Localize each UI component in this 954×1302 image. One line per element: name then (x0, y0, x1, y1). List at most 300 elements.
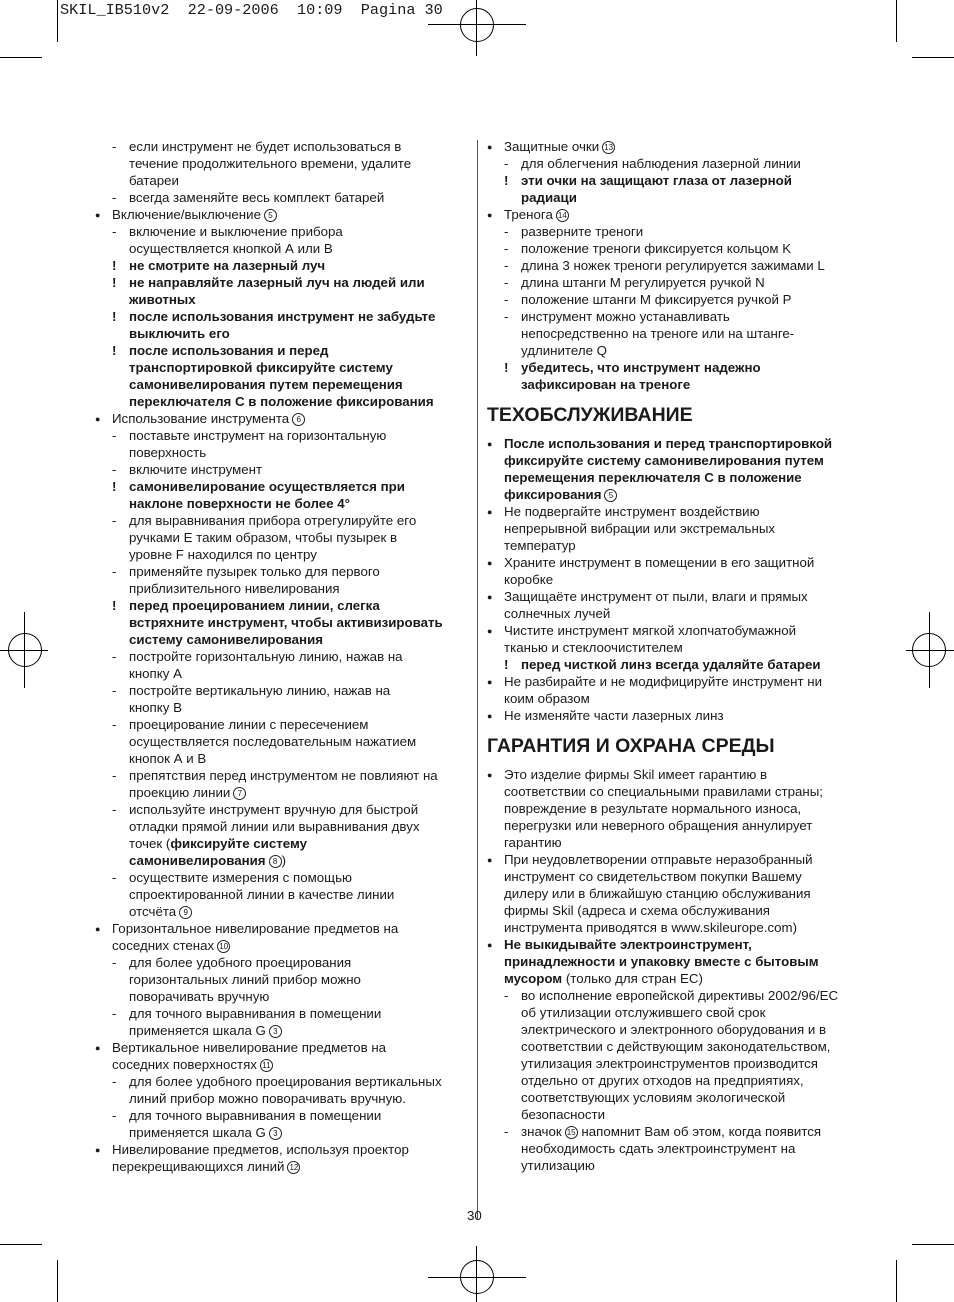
text: постройте горизонтальную линию, нажав на (129, 649, 403, 664)
line-text (129, 1022, 282, 1039)
dash-marker: - (504, 258, 509, 273)
line-text (129, 308, 435, 325)
dash-marker: - (504, 988, 509, 1003)
line-text (129, 495, 350, 512)
dash-marker: - (504, 224, 509, 239)
figure-ref-circle: 13 (602, 141, 615, 154)
line-text (129, 971, 361, 988)
text: Горизонтальное нивелирование предметов на (112, 921, 399, 936)
line-text (129, 257, 325, 274)
text: после использования и перед (129, 343, 329, 358)
figure-ref-circle: 6 (292, 413, 305, 426)
bullet-icon: ● (487, 592, 493, 602)
line-text (129, 580, 340, 597)
text: ТЕХОБСЛУЖИВАНИЕ (487, 404, 693, 426)
line-text (521, 359, 761, 376)
bullet-icon: ● (487, 439, 493, 449)
line-text (129, 172, 179, 189)
bullet-icon: ● (487, 677, 493, 687)
bullet-icon: ● (95, 924, 101, 934)
line-text (504, 469, 802, 486)
text: отдельно от других отходов на предприятиях, (521, 1073, 804, 1088)
text: наклоне поверхности не более 4° (129, 496, 350, 511)
line-text (129, 461, 262, 478)
text: поворачивать вручную (129, 989, 270, 1004)
line-text (521, 1021, 826, 1038)
warning-mark: ! (112, 258, 117, 273)
line-text (521, 342, 607, 359)
crop-mark (57, 0, 58, 42)
page-number: 30 (467, 1208, 482, 1223)
text: выключить его (129, 326, 230, 341)
line-text (112, 1056, 273, 1073)
line-text (129, 835, 307, 852)
registration-mark (906, 650, 954, 651)
line-text (504, 622, 796, 639)
text: соответствующих условиям экологической (521, 1090, 786, 1105)
registration-mark (0, 650, 48, 651)
crop-mark (0, 1244, 42, 1245)
text: батареи (129, 173, 179, 188)
text: препятствия перед инструментом не повлияют на (129, 768, 438, 783)
line-text (112, 410, 305, 427)
text: уровне F находился по центру (129, 547, 317, 562)
line-text (521, 308, 730, 325)
crop-mark (0, 57, 42, 58)
text-tail: (только для стран ЕС) (562, 971, 703, 986)
warning-mark: ! (112, 479, 117, 494)
line-text (129, 716, 368, 733)
line-text (521, 987, 838, 1004)
text: линий прибор можно поворачивать вручную. (129, 1091, 406, 1106)
figure-ref-circle: 15 (565, 1126, 578, 1139)
line-text (129, 988, 269, 1005)
text: отладки прямой линии или выравнивания двух (129, 819, 420, 834)
line-text (521, 1038, 830, 1055)
crop-mark (896, 0, 897, 42)
line-text (521, 291, 791, 308)
text: переключателя С в положение фиксирования (129, 394, 434, 409)
text-tail: напомнит Вам об этом, когда появится (577, 1124, 822, 1139)
line-text (521, 189, 577, 206)
bullet-icon: ● (487, 142, 493, 152)
line-text (504, 435, 832, 452)
text: положение треноги фиксируется кольцом K (521, 241, 792, 256)
text: Тренога (504, 207, 553, 222)
dash-marker: - (112, 1074, 117, 1089)
line-text (504, 520, 775, 537)
line-text (521, 1055, 818, 1072)
line-text (521, 155, 801, 172)
text: Защитные очки (504, 139, 600, 154)
text: гарантию (504, 835, 562, 850)
line-text (129, 818, 420, 835)
text: длина 3 ножек треноги регулируется зажимами L (521, 258, 825, 273)
text: убедитесь, что инструмент надежно (521, 360, 761, 375)
text: встряхните инструмент, чтобы активизировать (129, 615, 443, 630)
text: температур (504, 538, 576, 553)
text: спроектированной линии в качестве линии (129, 887, 395, 902)
text: непрерывной вибрации или экстремальных (504, 521, 776, 536)
text: кнопку В (129, 700, 182, 715)
line-text (504, 766, 767, 783)
text: Включение/выключение (112, 207, 261, 222)
line-text (504, 800, 801, 817)
line-text (129, 1107, 381, 1124)
text: Не выкидывайте электроинструмент, (504, 937, 752, 952)
dash-marker: - (112, 649, 117, 664)
line-text (504, 673, 822, 690)
line-text (129, 529, 397, 546)
text: фиксируйте систему самонивелирования путем (504, 453, 824, 468)
registration-mark (428, 1277, 526, 1278)
line-text (521, 325, 794, 342)
line-text (504, 537, 576, 554)
line-text (521, 223, 643, 240)
line-text (504, 206, 569, 223)
line-text (129, 138, 401, 155)
line-text (129, 1005, 381, 1022)
text: зафиксирован на треноге (521, 377, 691, 392)
text: мусором (504, 971, 563, 986)
text: для более удобного проецирования (129, 955, 352, 970)
warning-mark: ! (504, 657, 509, 672)
line-text (129, 699, 182, 716)
line-text (129, 189, 384, 206)
line-text (112, 206, 277, 223)
bullet-icon: ● (487, 507, 493, 517)
figure-ref-circle: 10 (217, 940, 230, 953)
text: Это изделие фирмы Skil имеет гарантию в (504, 767, 768, 782)
text: соседних поверхностях (112, 1057, 257, 1072)
line-text (112, 1141, 409, 1158)
line-text (521, 1157, 595, 1174)
registration-mark (476, 0, 477, 56)
text: фиксирования (504, 487, 602, 502)
text: принадлежности и упаковку вместе с бытовым (504, 954, 819, 969)
dash-marker: - (112, 768, 117, 783)
text: поверхность (129, 445, 207, 460)
crop-mark (912, 1244, 954, 1245)
dash-marker: - (112, 139, 117, 154)
text: радиаци (521, 190, 577, 205)
line-text (129, 852, 286, 869)
text: для выравнивания прибора отрегулируйте его (129, 513, 417, 528)
warning-mark: ! (504, 360, 509, 375)
line-text (504, 919, 797, 936)
text: длина штанги M регулируется ручкой N (521, 275, 765, 290)
line-text (129, 903, 192, 920)
text: Не разбирайте и не модифицируйте инструмент ни (504, 674, 823, 689)
line-text (129, 359, 393, 376)
line-text (129, 274, 425, 291)
text: транспортировкой фиксируйте систему (129, 360, 393, 375)
dash-marker: - (112, 1006, 117, 1021)
line-text (521, 1072, 804, 1089)
line-text (129, 427, 386, 444)
text: точек ( (129, 836, 171, 851)
line-text (129, 869, 352, 886)
line-text (129, 155, 411, 172)
line-text (129, 240, 333, 257)
bullet-icon: ● (95, 1043, 101, 1053)
line-text (129, 1073, 442, 1090)
text: эти очки на защищают глаза от лазерной (521, 173, 792, 188)
figure-ref-circle: 3 (269, 1025, 282, 1038)
line-text (521, 656, 821, 673)
line-text (129, 563, 380, 580)
line-text (112, 1039, 386, 1056)
bullet-icon: ● (487, 770, 493, 780)
line-text (521, 240, 791, 257)
line-text (521, 274, 765, 291)
line-text (129, 665, 182, 682)
figure-ref-circle: 5 (264, 209, 277, 222)
bullet-icon: ● (95, 210, 101, 220)
registration-mark (476, 1246, 477, 1302)
text: После использования и перед транспортировкой (504, 436, 833, 451)
text: ручками Е таким образом, чтобы пузырек в (129, 530, 398, 545)
text: если инструмент не будет использоваться в (129, 139, 402, 154)
text: дилеру или в ближайшую станцию обслуживания (504, 886, 811, 901)
text: тканью и стеклоочистителем (504, 640, 683, 655)
warning-mark: ! (504, 173, 509, 188)
line-text (521, 1123, 821, 1140)
text: не направляйте лазерный луч на людей или (129, 275, 425, 290)
bullet-icon: ● (487, 558, 493, 568)
dash-marker: - (504, 1124, 509, 1139)
text: отсчёта (129, 904, 177, 919)
text: для облегчения наблюдения лазерной линии (521, 156, 801, 171)
text: животных (129, 292, 196, 307)
text: горизонтальных линий прибор можно (129, 972, 361, 987)
text: соседних стенах (112, 938, 215, 953)
text: применяется шкала G (129, 1125, 266, 1140)
text: осуществляется последовательным нажатием (129, 734, 417, 749)
text: повреждение в результате нормального износа, (504, 801, 802, 816)
text: перед чисткой линз всегда удаляйте батареи (521, 657, 821, 672)
line-text (504, 902, 770, 919)
text: инструмента приводятся в www.skileurope.com) (504, 920, 798, 935)
line-text (504, 605, 610, 622)
crop-mark (57, 1260, 58, 1302)
line-text (129, 376, 403, 393)
dash-marker: - (504, 275, 509, 290)
print-header: SKIL_IB510v2 22-09-2006 10:09 Pagina 30 (60, 1, 443, 19)
text: Не подвергайте инструмент воздействию (504, 504, 760, 519)
bullet-icon: ● (487, 626, 493, 636)
text: инструмент со свидетельством покупки Вашему (504, 869, 802, 884)
dash-marker: - (112, 717, 117, 732)
text: коим образом (504, 691, 590, 706)
text: утилизация электроинструментов производится (521, 1056, 819, 1071)
text: систему самонивелирования (129, 632, 324, 647)
dash-marker: - (504, 156, 509, 171)
dash-marker: - (112, 683, 117, 698)
bullet-icon: ● (487, 210, 493, 220)
line-text (504, 936, 752, 953)
dash-marker: - (112, 513, 117, 528)
text: применяйте пузырек только для первого (129, 564, 380, 579)
text: осуществляется кнопкой А или В (129, 241, 333, 256)
text: перекрещивающихся линий (112, 1159, 285, 1174)
line-text (129, 597, 380, 614)
text: самонивелирования путем перемещения (129, 377, 403, 392)
text: Использование инструмента (112, 411, 290, 426)
text: инструмент можно устанавливать (521, 309, 730, 324)
line-text (129, 444, 206, 461)
text: соответствии со специальными правилами страны; (504, 784, 823, 799)
figure-ref-circle: 3 (269, 1127, 282, 1140)
line-text (504, 690, 590, 707)
line-text (504, 817, 812, 834)
figure-ref-circle: 7 (233, 787, 246, 800)
line-text (504, 707, 724, 724)
text: осуществите измерения с помощью (129, 870, 352, 885)
text: Вертикальное нивелирование предметов на (112, 1040, 387, 1055)
figure-ref-circle: 14 (556, 209, 569, 222)
dash-marker: - (112, 870, 117, 885)
bullet-icon: ● (95, 1145, 101, 1155)
text: применяется шкала G (129, 1023, 266, 1038)
line-text (129, 512, 416, 529)
line-text (504, 486, 617, 503)
line-text (129, 631, 323, 648)
text: об утилизации отслужившего свой срок (521, 1005, 766, 1020)
text: всегда заменяйте весь комплект батарей (129, 190, 385, 205)
line-text (129, 546, 317, 563)
line-text (129, 393, 434, 410)
line-text (504, 588, 808, 605)
text: Нивелирование предметов, используя проектор (112, 1142, 409, 1157)
figure-ref-circle: 12 (287, 1161, 300, 1174)
line-text (129, 886, 394, 903)
line-text (521, 172, 792, 189)
line-text (129, 750, 206, 767)
dash-marker: - (112, 564, 117, 579)
column-divider (477, 140, 478, 1220)
bullet-icon: ● (487, 855, 493, 865)
line-text (129, 614, 443, 631)
bold-text: фиксируйте систему (170, 836, 308, 851)
text: поставьте инструмент на горизонтальную (129, 428, 387, 443)
line-text (129, 767, 438, 784)
text: не смотрите на лазерный луч (129, 258, 326, 273)
crop-mark (896, 1260, 897, 1302)
text: непосредственно на треноге или на штанге- (521, 326, 795, 341)
line-text (521, 1106, 605, 1123)
dash-marker: - (112, 955, 117, 970)
text: перегрузки или неверного обращения аннулирует (504, 818, 813, 833)
dash-marker: - (112, 462, 117, 477)
line-text (112, 937, 230, 954)
figure-ref-circle: 9 (179, 906, 192, 919)
bullet-icon: ● (487, 940, 493, 950)
line-text (504, 503, 760, 520)
line-text (129, 954, 351, 971)
text: соответствии с действующим законодательством, (521, 1039, 831, 1054)
line-text (129, 342, 328, 359)
line-text (129, 648, 403, 665)
text: утилизацию (521, 1158, 595, 1173)
line-text (129, 1090, 406, 1107)
text: положение штанги M фиксируется ручкой P (521, 292, 792, 307)
text: включение и выключение прибора (129, 224, 343, 239)
text: используйте инструмент вручную для быстрой (129, 802, 419, 817)
warning-mark: ! (112, 343, 117, 358)
text: безопасности (521, 1107, 606, 1122)
line-text (487, 734, 775, 758)
line-text (487, 403, 693, 427)
line-text (129, 733, 416, 750)
line-text (504, 571, 553, 588)
line-text (521, 1140, 795, 1157)
line-text (521, 376, 690, 393)
line-text (112, 920, 398, 937)
text: значок (521, 1124, 562, 1139)
warning-mark: ! (112, 598, 117, 613)
dash-marker: - (504, 309, 509, 324)
text: перед проецированием линии, слегка (129, 598, 380, 613)
text: Чистите инструмент мягкой хлопчатобумажной (504, 623, 797, 638)
dash-marker: - (112, 224, 117, 239)
line-text (521, 1004, 765, 1021)
figure-ref-circle: 8 (269, 855, 282, 868)
text: перемещения переключателя С в положение (504, 470, 802, 485)
text: Храните инструмент в помещении в его защитной (504, 555, 815, 570)
text: приблизительного нивелирования (129, 581, 340, 596)
text: проекцию линии (129, 785, 231, 800)
text-tail: ) (281, 853, 286, 868)
text: постройте вертикальную линию, нажав на (129, 683, 391, 698)
line-text (504, 834, 562, 851)
text: включите инструмент (129, 462, 263, 477)
bullet-icon: ● (487, 711, 493, 721)
dash-marker: - (504, 241, 509, 256)
figure-ref-circle: 11 (260, 1059, 273, 1072)
line-text (504, 554, 814, 571)
text: При неудовлетворении отправьте неразобранный (504, 852, 813, 867)
text: во исполнение европейской директивы 2002/96/ЕС (521, 988, 839, 1003)
line-text (504, 885, 811, 902)
line-text (129, 1124, 282, 1141)
line-text (504, 851, 813, 868)
line-text (129, 478, 405, 495)
text: фирмы Skil (адреса и схема обслуживания (504, 903, 770, 918)
text: необходимость сдать электроинструмент на (521, 1141, 796, 1156)
text: для более удобного проецирования вертикальных (129, 1074, 442, 1089)
text: самонивелирование осуществляется при (129, 479, 405, 494)
text: ГАРАНТИЯ И ОХРАНА СРЕДЫ (487, 735, 775, 757)
line-text (129, 682, 390, 699)
line-text (129, 291, 196, 308)
text: разверните треноги (521, 224, 644, 239)
dash-marker: - (112, 428, 117, 443)
figure-ref-circle: 5 (604, 489, 617, 502)
line-text (504, 639, 683, 656)
text: удлинителе Q (521, 343, 608, 358)
line-text (504, 953, 819, 970)
text: кнопку А (129, 666, 182, 681)
line-text (504, 138, 615, 155)
text: солнечных лучей (504, 606, 611, 621)
line-text (504, 783, 823, 800)
text: проецирование линии с пересечением (129, 717, 369, 732)
dash-marker: - (112, 802, 117, 817)
text: электрического и электронного оборудования и в (521, 1022, 827, 1037)
warning-mark: ! (112, 309, 117, 324)
line-text (521, 1089, 785, 1106)
